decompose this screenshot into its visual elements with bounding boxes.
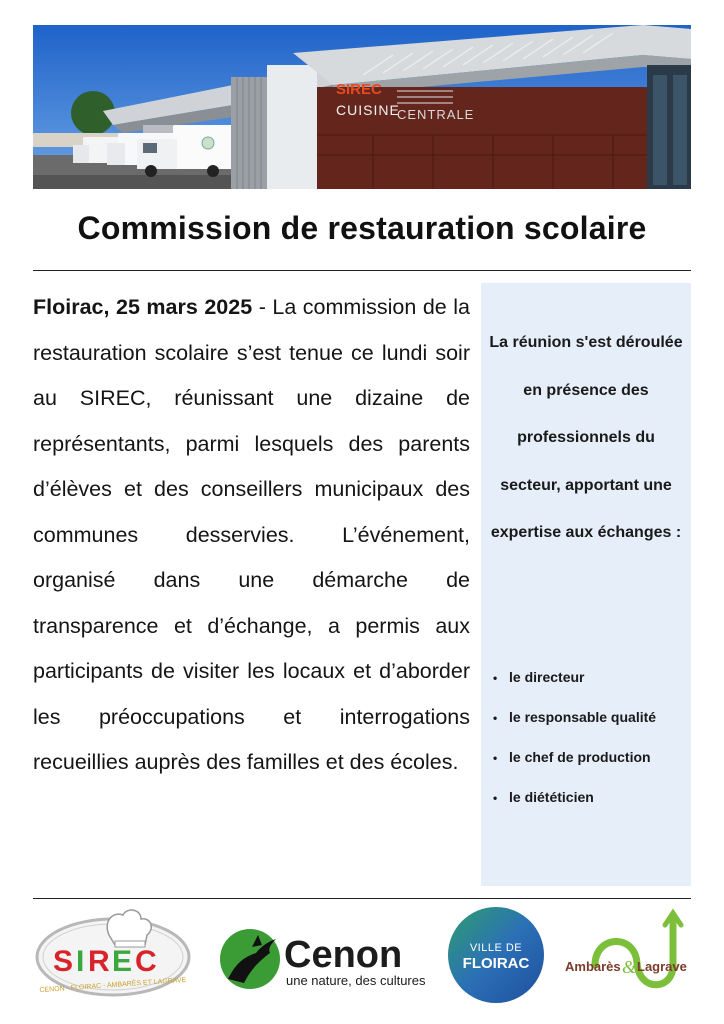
page-title: Commission de restauration scolaire — [77, 210, 647, 246]
list-item — [493, 778, 656, 818]
sidebar-box — [481, 283, 691, 886]
sign-brand: SIREC — [336, 81, 382, 98]
header-photo — [33, 25, 691, 189]
sirec-letter-r: R — [88, 945, 110, 978]
lagrave-word: Lagrave — [637, 959, 687, 974]
attendee-chef-production: le chef de production — [509, 749, 651, 765]
sirec-letter-i: I — [76, 945, 85, 978]
partner-logos — [33, 905, 703, 1015]
bottom-divider — [33, 898, 691, 899]
article-text: La commission de la restauration scolaire s’est tenue ce lundi soir au SIREC, réunissant une dizaine de représentants, parmi lesquels des parents d’élèves et des conseillers municipaux des communes desservies. L’événement, organisé dans une démarche de transparence et d’échange, a permis aux participants de visiter les locaux et d’aborder les préoccupations et interrogations recueillies auprès des familles et des écoles. — [33, 295, 470, 774]
list-item — [493, 658, 656, 698]
attendee-list — [493, 658, 656, 818]
ambares-lagrave-logo — [565, 905, 705, 1005]
floirac-line-2: FLOIRAC — [462, 955, 530, 972]
cenon-tagline: une nature, des cultures — [286, 973, 426, 988]
sidebar-intro: La réunion s'est déroulée en présence des professionnels du secteur, apportant une expertise aux échanges : — [489, 334, 683, 541]
sign-line-1: CUISINE — [336, 102, 400, 118]
sign-line-2: CENTRALE — [397, 107, 475, 122]
floirac-logo — [446, 905, 546, 1005]
top-divider — [33, 270, 691, 271]
article-body — [33, 285, 470, 786]
cenon-logo — [218, 923, 433, 993]
attendee-dieteticien: le diététicien — [509, 789, 594, 805]
article-dateline: Floirac, 25 mars 2025 — [33, 295, 253, 319]
floirac-line-1: VILLE DE — [469, 942, 523, 954]
bullet-icon: • — [493, 791, 498, 805]
sirec-letter-s: S — [53, 945, 74, 978]
sirec-tagline: CENON - FLOIRAC - AMBARÈS ET LAGRAVE — [39, 976, 187, 995]
bullet-icon: • — [493, 671, 498, 685]
ambares-ampersand: & — [622, 957, 637, 977]
attendee-responsable-qualite: le responsable qualité — [509, 709, 657, 725]
list-item — [493, 698, 656, 738]
ambares-word: Ambarès — [565, 959, 621, 974]
attendee-directeur: le directeur — [509, 669, 585, 685]
bullet-icon: • — [493, 751, 498, 765]
sirec-logo — [33, 905, 193, 1005]
dateline-separator: - — [252, 295, 273, 319]
cenon-name: Cenon — [284, 934, 403, 976]
bullet-icon: • — [493, 711, 498, 725]
sirec-letter-e: E — [112, 945, 133, 978]
list-item — [493, 738, 656, 778]
sirec-letter-c: C — [135, 945, 157, 978]
